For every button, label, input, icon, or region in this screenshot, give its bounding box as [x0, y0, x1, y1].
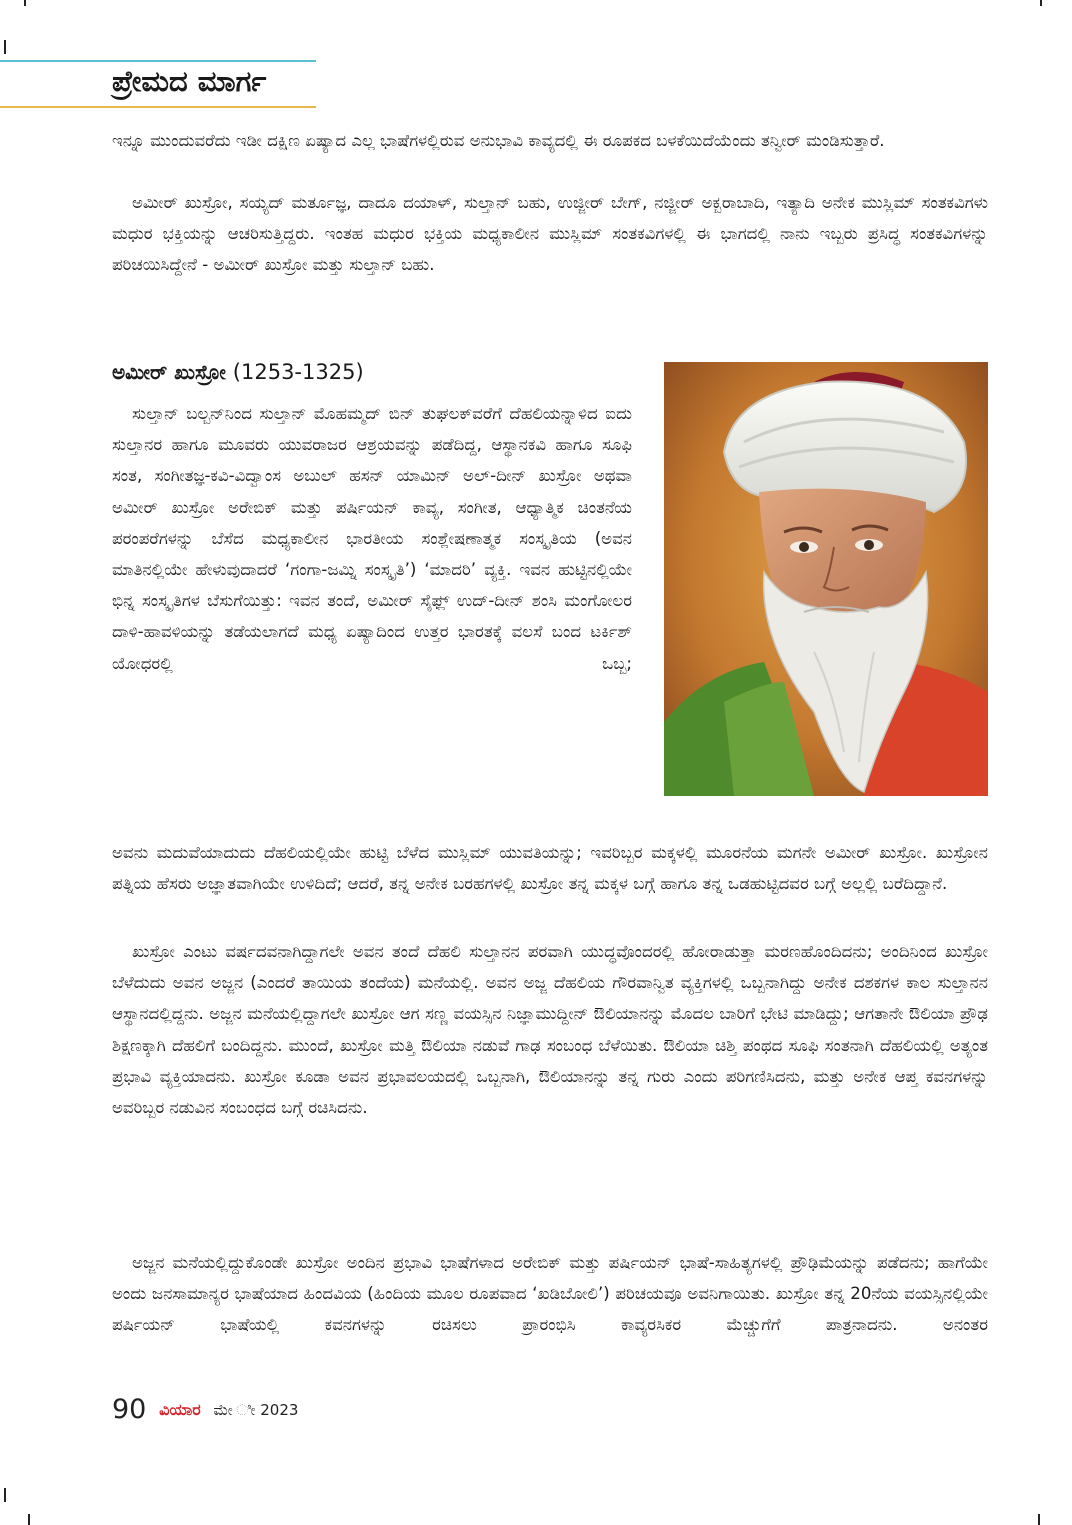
header-rule-bottom [0, 106, 316, 108]
magazine-logo: ವಿಯಾರ [159, 1400, 201, 1419]
bio-heading [112, 360, 364, 384]
bio-years: (1253-1325) [232, 360, 364, 384]
intro-paragraph-2: ಅಮೀರ್ ಖುಸ್ರೋ, ಸಯ್ಯದ್ ಮರ್ತೂಜ್ಞ, ದಾದೂ ದಯಾಳ್, ಸುಲ್ತಾನ್ ಬಹು, ಉಜ್ಜೀರ್ ಬೇಗ್, ನಜ್ಜೀರ್ ಅಕ್ಬರಾಬಾದಿ, ಇತ್ಯಾದಿ ಅನೇಕ ಮುಸ್ಲಿಮ್ ಸಂತಕವಿಗಳು ಮಧುರ ಭಕ್ತಿಯನ್ನು ಆಚರಿಸುತ್ತಿದ್ದರು. ಇಂತಹ ಮಧುರ ಭಕ್ತಿಯ ಮಧ್ಯಕಾಲೀನ ಮುಸ್ಲಿಮ್ ಸಂತಕವಿಗಳಲ್ಲಿ ಈ ಭಾಗದಲ್ಲಿ ನಾನು ಇಬ್ಬರು ಪ್ರಸಿದ್ಧ ಸಂತಕವಿಗಳನ್ನು ಪರಿಚಯಿಸಿದ್ದೇನೆ - ಅಮೀರ್ ಖುಸ್ರೋ ಮತ್ತು ಸುಲ್ತಾನ್ ಬಹು. [112, 193, 988, 275]
crop-mark [28, 1514, 30, 1525]
page-number: 90 [112, 1394, 147, 1425]
bio-paragraph-2: ಖುಸ್ರೋ ಎಂಟು ವರ್ಷದವನಾಗಿದ್ದಾಗಲೇ ಅವನ ತಂದೆ ದೆಹಲಿ ಸುಲ್ತಾನನ ಪರವಾಗಿ ಯುದ್ಧವೊಂದರಲ್ಲಿ ಹೋರಾಡುತ್ತಾ ಮರಣಹೊಂದಿದನು; ಅಂದಿನಿಂದ ಖುಸ್ರೋ ಬೆಳೆದುದು ಅವನ ಅಜ್ಜನ (ಎಂದರೆ ತಾಯಿಯ ತಂದೆಯ) ಮನೆಯಲ್ಲಿ. ಅವನ ಅಜ್ಜ ದೆಹಲಿಯ ಗೌರವಾನ್ವಿತ ವ್ಯಕ್ತಿಗಳಲ್ಲಿ ಒಬ್ಬನಾಗಿದ್ದು ಅನೇಕ ದಶಕಗಳ ಕಾಲ ಸುಲ್ತಾನನ ಆಸ್ಥಾನದಲ್ಲಿದ್ದನು. ಅಜ್ಜನ ಮನೆಯಲ್ಲಿದ್ದಾಗಲೇ ಖುಸ್ರೋ ಆಗ ಸಣ್ಣ ವಯಸ್ಸಿನ ನಿಜ್ಞಾಮುದ್ದೀನ್ ಔಲಿಯಾನನ್ನು ಮೊದಲ ಬಾರಿಗೆ ಭೇಟಿ ಮಾಡಿದ್ದು; ಆಗತಾನೇ ಔಲಿಯಾ ಪ್ರೌಢ ಶಿಕ್ಷಣಕ್ಕಾಗಿ ದೆಹಲಿಗೆ ಬಂದಿದ್ದನು. ಮುಂದೆ, ಖುಸ್ರೋ ಮತ್ತಿ ಔಲಿಯಾ ನಡುವೆ ಗಾಢ ಸಂಬಂಧ ಬೆಳೆಯಿತು. ಔಲಿಯಾ ಚಿಶ್ತಿ ಪಂಥದ ಸೂಫಿ ಸಂತನಾಗಿ ದೆಹಲಿಯಲ್ಲಿ ಅತ್ಯಂತ ಪ್ರಭಾವಿ ವ್ಯಕ್ತಿಯಾದನು. ಖುಸ್ರೋ ಕೂಡಾ ಅವನ ಪ್ರಭಾವಲಯದಲ್ಲಿ ಒಬ್ಬನಾಗಿ, ಔಲಿಯಾನನ್ನು ತನ್ನ ಗುರು ಎಂದು ಪರಿಗಣಿಸಿದನು, ಮತ್ತು ಅನೇಕ ಆಪ್ತ ಕವನಗಳನ್ನು ಅವರಿಬ್ಬರ ನಡುವಿನ ಸಂಬಂಧದ ಬಗ್ಗೆ ರಚಿಸಿದನು. [112, 942, 988, 1118]
bio-name: ಅಮೀರ್ ಖುಸ್ರೋ [112, 360, 226, 384]
bio-paragraph-1-wide: ಅವನು ಮದುವೆಯಾದುದು ದೆಹಲಿಯಲ್ಲಿಯೇ ಹುಟ್ಟಿ ಬೆಳೆದ ಮುಸ್ಲಿಮ್ ಯುವತಿಯನ್ನು; ಇವರಿಬ್ಬರ ಮಕ್ಕಳಲ್ಲಿ ಮೂರನೆಯ ಮಗನೇ ಅಮೀರ್ ಖುಸ್ರೋ. ಖುಸ್ರೋನ ಪತ್ನಿಯ ಹೆಸರು ಅಜ್ಞಾತವಾಗಿಯೇ ಉಳಿದಿದೆ; ಆದರೆ, ತನ್ನ ಅನೇಕ ಬರಹಗಳಲ್ಲಿ ಖುಸ್ರೋ ತನ್ನ ಮಕ್ಕಳ ಬಗ್ಗೆ ಹಾಗೂ ತನ್ನ ಒಡಹುಟ್ಟಿದವರ ಬಗ್ಗೆ ಅಲ್ಲಲ್ಲಿ ಬರೆದಿದ್ದಾನೆ. [112, 843, 988, 894]
crop-mark [1038, 1514, 1040, 1525]
bio-paragraph-3: ಅಜ್ಜನ ಮನೆಯಲ್ಲಿದ್ದುಕೊಂಡೇ ಖುಸ್ರೋ ಅಂದಿನ ಪ್ರಭಾವಿ ಭಾಷೆಗಳಾದ ಅರೇಬಿಕ್ ಮತ್ತು ಪರ್ಷಿಯನ್ ಭಾಷೆ-ಸಾಹಿತ್ಯಗಳಲ್ಲಿ ಪ್ರೌಢಿಮೆಯನ್ನು ಪಡೆದನು; ಹಾಗೆಯೇ ಅಂದು ಜನಸಾಮಾನ್ಯರ ಭಾಷೆಯಾದ ಹಿಂದವಿಯ (ಹಿಂದಿಯ ಮೂಲ ರೂಪವಾದ ‘ಖಡಿಬೋಲಿ’) ಪರಿಚಯವೂ ಅವನಿಗಾಯಿತು. ಖುಸ್ರೋ ತನ್ನ 20ನೆಯ ವಯಸ್ಸಿನಲ್ಲಿಯೇ ಪರ್ಷಿಯನ್ ಭಾಷೆಯಲ್ಲಿ ಕವನಗಳನ್ನು ರಚಿಸಲು ಪ್ರಾರಂಭಿಸಿ ಕಾವ್ಯರಸಿಕರ ಮೆಚ್ಚುಗೆಗೆ ಪಾತ್ರನಾದನು. ಅನಂತರ [112, 1253, 988, 1335]
bio-paragraph-1-narrow: ಸುಲ್ತಾನ್ ಬಲ್ಬನ್‌ನಿಂದ ಸುಲ್ತಾನ್ ಮೊಹಮ್ಮದ್ ಬಿನ್ ತುಘಲಕ್‌ವರೆಗೆ ದೆಹಲಿಯನ್ನಾಳಿದ ಐದು ಸುಲ್ತಾನರ ಹಾಗೂ ಮೂವರು ಯುವರಾಜರ ಆಶ್ರಯವನ್ನು ಪಡೆದಿದ್ದ, ಆಸ್ಥಾನಕವಿ ಹಾಗೂ ಸೂಫಿ ಸಂತ, ಸಂಗೀತಜ್ಞ-ಕವಿ-ವಿದ್ವಾಂಸ ಅಬುಲ್ ಹಸನ್ ಯಾಮಿನ್ ಅಲ್-ದೀನ್ ಖುಸ್ರೋ ಅಥವಾ ಅಮೀರ್ ಖುಸ್ರೋ ಅರೇಬಿಕ್ ಮತ್ತು ಪರ್ಷಿಯನ್ ಕಾವ್ಯ, ಸಂಗೀತ, ಆಧ್ಯಾತ್ಮಿಕ ಚಿಂತನೆಯ ಪರಂಪರೆಗಳನ್ನು ಬೆಸೆದ ಮಧ್ಯಕಾಲೀನ ಭಾರತೀಯ ಸಂಶ್ಲೇಷಣಾತ್ಮಕ ಸಂಸ್ಕೃತಿಯ (ಅವನ ಮಾತಿನಲ್ಲಿಯೇ ಹೇಳುವುದಾದರೆ ‘ಗಂಗಾ-ಜಮ್ನಿ ಸಂಸ್ಕೃತಿ’) ‘ಮಾದರಿ’ ವ್ಯಕ್ತಿ. ಇವನ ಹುಟ್ಟಿನಲ್ಲಿಯೇ ಭಿನ್ನ ಸಂಸ್ಕೃತಿಗಳ ಬೆಸುಗೆಯಿತ್ತು: ಇವನ ತಂದೆ, ಅಮೀರ್ ಸೈಫ್ಲ್ ಉದ್-ದೀನ್ ಶಂಸಿ ಮಂಗೋಲರ ದಾಳಿ-ಹಾವಳಿಯನ್ನು ತಡೆಯಲಾಗದೆ ಮಧ್ಯ ಏಷ್ಯಾದಿಂದ ಉತ್ತರ ಭಾರತಕ್ಕೆ ವಲಸೆ ಬಂದ ಟರ್ಕಿಶ್ ಯೋಧರಲ್ಲಿ ಒಬ್ಬ; [112, 404, 632, 673]
crop-mark [4, 1488, 6, 1502]
header-rule-top [0, 60, 316, 62]
portrait-amir-khusro [664, 362, 988, 796]
intro-paragraph-1: ಇನ್ನೂ ಮುಂದುವರೆದು ಇಡೀ ದಕ್ಷಿಣ ಏಷ್ಯಾದ ಎಲ್ಲ ಭಾಷೆಗಳಲ್ಲಿರುವ ಅನುಭಾವಿ ಕಾವ್ಯದಲ್ಲಿ ಈ ರೂಪಕದ ಬಳಕೆಯಿದೆಯೆಂದು ತನ್ವೀರ್ ಮಂಡಿಸುತ್ತಾರೆ. [112, 131, 885, 150]
page-footer [112, 1394, 298, 1425]
section-title: ಪ್ರೇಮದ ಮಾರ್ಗ [112, 64, 267, 98]
crop-mark [24, 0, 26, 6]
issue-date: ಮೇ ೀ 2023 [213, 1401, 299, 1419]
crop-mark [1040, 0, 1042, 6]
crop-mark [4, 40, 6, 54]
